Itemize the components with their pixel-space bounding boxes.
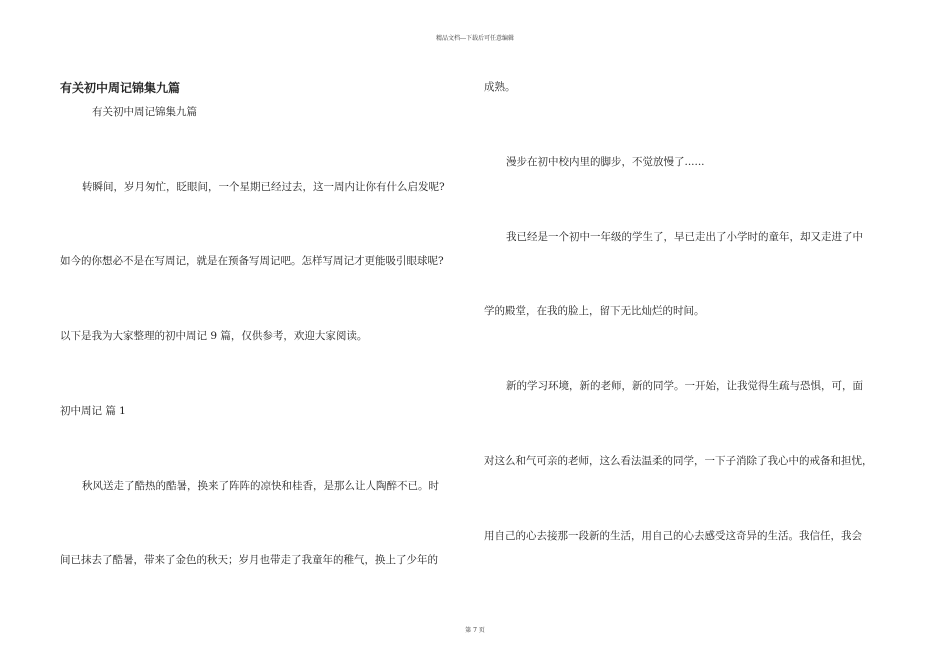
page-number: 第 7 页 (465, 627, 485, 634)
document-title: 有关初中周记锦集九篇 (60, 81, 181, 95)
paragraph-line: 成熟。 (484, 81, 516, 93)
paragraph-line: 用自己的心去接那一段新的生活，用自己的心去感受这奇异的生活。我信任，我会 (484, 530, 862, 542)
subtitle-line: 有关初中周记锦集九篇 (92, 106, 197, 118)
paragraph-line: 学的殿堂，在我的脸上，留下无比灿烂的时间。 (484, 305, 705, 317)
paragraph-line: 新的学习环境，新的老师，新的同学。一开始，让我觉得生疏与恐惧，可，面 (506, 380, 863, 392)
paragraph-line: 漫步在初中校内里的脚步，不觉放慢了...... (506, 156, 705, 168)
paragraph-line: 如今的你想必不是在写周记，就是在预备写周记吧。怎样写周记才更能吸引眼球呢? (60, 255, 444, 267)
paragraph-line: 我已经是一个初中一年级的学生了，早已走出了小学时的童年，却又走进了中 (506, 231, 863, 243)
section-heading: 初中周记 篇 1 (60, 405, 126, 417)
paragraph-line: 间已抹去了酷暑，带来了金色的秋天；岁月也带走了我童年的稚气，换上了少年的 (60, 554, 438, 566)
paragraph-line: 转瞬间，岁月匆忙，眨眼间，一个星期已经过去，这一周内让你有什么启发呢? (82, 181, 445, 193)
page-header: 精品文档---下载后可任意编辑 (435, 35, 515, 42)
paragraph-line: 对这么和气可亲的老师，这么看法温柔的同学，一下子消除了我心中的戒备和担忧， (484, 455, 873, 467)
paragraph-line: 以下是我为大家整理的初中周记 9 篇，仅供参考，欢迎大家阅读。 (60, 330, 368, 342)
paragraph-line: 秋风送走了酷热的酷暑，换来了阵阵的凉快和桂香，是那么让人陶醉不已。时 (82, 480, 439, 492)
